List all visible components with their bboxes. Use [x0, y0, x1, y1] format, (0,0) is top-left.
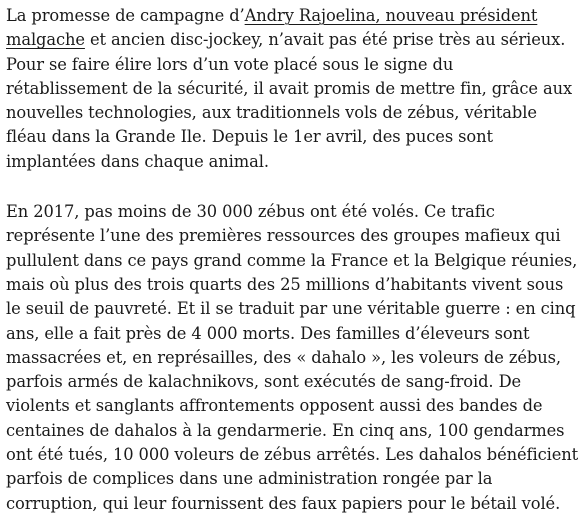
paragraph-1-intro-text: La promesse de campagne d’: [6, 6, 245, 25]
paragraph-1: [6, 4, 579, 174]
president-link[interactable]: Andry Rajoelina, nouveau président malgache: [6, 6, 538, 50]
paragraph-1-body-text: et ancien disc-jockey, n’avait pas été prise très au sérieux. Pour se faire élire lors d’un vote placé sous le signe du rétablissement de la sécurité, il avait promis de mettre fin, grâce aux nouvelles technologies, aux traditionnels vols de zébus, véritable fléau dans la Grande Ile. Depuis le 1er avril, des puces sont implantées dans chaque animal.: [6, 30, 573, 171]
paragraph-2: En 2017, pas moins de 30 000 zébus ont été volés. Ce trafic représente l’une des premières ressources des groupes mafieux qui pullulent dans ce pays grand comme la France et la Belgique réunies, mais où plus des trois quarts des 25 millions d’habitants vivent sous le seuil de pauvreté. Et il se traduit par une véritable guerre : en cinq ans, elle a fait près de 4 000 morts. Des familles d’éleveurs sont massacrées et, en représailles, des « dahalo », les voleurs de zébus, parfois armés de kalachnikovs, sont exécutés de sang-froid. De violents et sanglants affrontements opposent aussi des bandes de centaines de dahalos à la gendarmerie. En cinq ans, 100 gendarmes ont été tués, 10 000 voleurs de zébus arrêtés. Les dahalos bénéficient parfois de complices dans une administration rongée par la corruption, qui leur fournissent des faux papiers pour le bétail volé.: [6, 202, 579, 513]
